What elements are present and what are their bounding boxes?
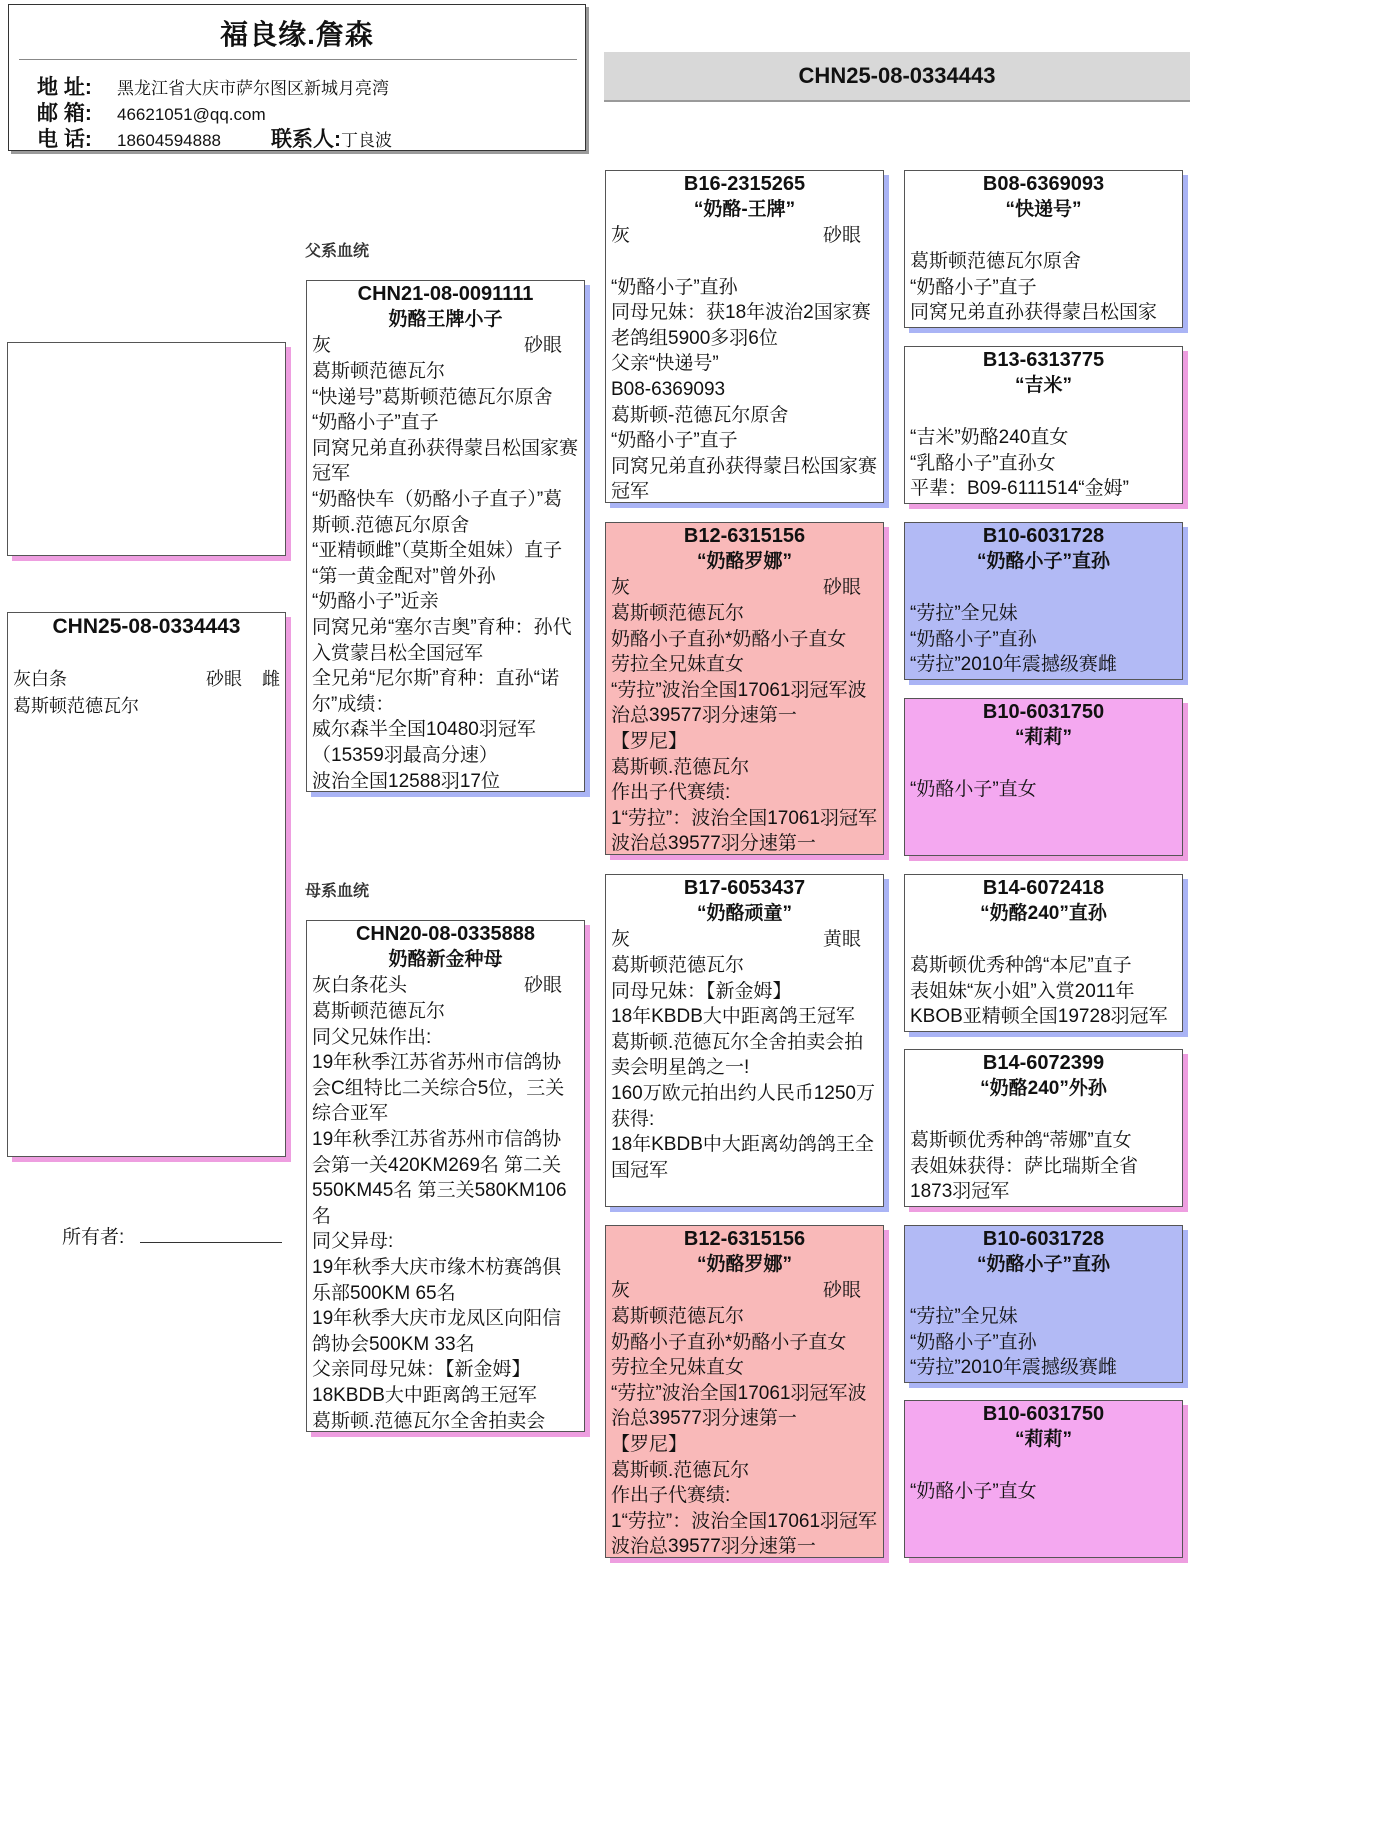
- note-line: 葛斯顿范德瓦尔: [312, 1001, 446, 1022]
- gen3-ring: B17-6053437: [683, 877, 806, 899]
- dam-eye: 砂眼: [523, 975, 562, 996]
- phone-row: [37, 123, 392, 151]
- gen4-name: “莉莉”: [1014, 727, 1072, 748]
- gen4-ring: B10-6031750: [982, 1403, 1105, 1425]
- subject-ring: CHN25-08-0334443: [52, 615, 241, 638]
- sire-name: 奶酪王牌小子: [388, 309, 503, 330]
- gen3-ring: B12-6315156: [683, 525, 806, 547]
- note-line: 同母兄妹：获18年波治2国家赛老鸽组5900多羽6位: [611, 302, 871, 349]
- note-line: 葛斯顿.范德瓦尔: [611, 1459, 750, 1481]
- gen3-color: 灰: [611, 225, 631, 246]
- sire-color: 灰: [312, 335, 332, 356]
- note-line: “奶酪小子”直孙: [910, 628, 1037, 650]
- owner-signature-label: 所有者:: [62, 1227, 125, 1248]
- note-line: 获得:: [611, 1108, 655, 1130]
- gen3-name: “奶酪罗娜”: [696, 551, 792, 572]
- note-line: “奶酪小子”近亲: [312, 591, 439, 613]
- grandsire-maternal-card: [605, 874, 884, 1207]
- gen4-ring: B14-6072399: [982, 1052, 1105, 1074]
- note-line: 160万欧元拍出约人民币1250万: [611, 1082, 875, 1104]
- divider: [19, 59, 577, 60]
- ancestor-card: [904, 170, 1183, 328]
- note-line: 葛斯顿优秀种鸽“本尼”直子: [910, 955, 1132, 976]
- gen4-name: “莉莉”: [1014, 1429, 1072, 1450]
- gen4-ring: B10-6031728: [982, 525, 1105, 547]
- note-line: 葛斯顿.范德瓦尔全舍拍卖会: [312, 1410, 546, 1432]
- address-value: 黑龙江省大庆市萨尔图区新城月亮湾: [117, 79, 389, 98]
- ancestor-card: [904, 1049, 1183, 1207]
- gen4-name: “快递号”: [1005, 199, 1082, 220]
- note-line: “第一黄金配对”曾外孙: [312, 565, 496, 587]
- note-line: 同窝兄弟“塞尔吉奥”育种：孙代入赏蒙吕松全国冠军: [312, 616, 572, 664]
- note-line: [611, 249, 878, 275]
- gen3-eye: 砂眼: [822, 1280, 861, 1301]
- gen4-name: “奶酪小子”直孙: [976, 551, 1110, 572]
- note-line: 同窝兄弟直孙获得蒙吕松国家赛冠军: [312, 437, 579, 485]
- note-line: “快递号”葛斯顿范德瓦尔原舍: [312, 386, 553, 408]
- header-ring-number: CHN25-08-0334443: [604, 52, 1190, 100]
- contact-value: 丁良波: [341, 131, 393, 150]
- sire-ring: CHN21-08-0091111: [357, 283, 534, 305]
- gen3-eye: 砂眼: [822, 225, 861, 246]
- note-line: 19年秋季江苏省苏州市信鸽协会第一关420KM269名 第二关550KM45名 第三关580KM106名: [312, 1128, 567, 1227]
- note-line: “劳拉”波治全国17061羽冠军波治总39577羽分速第一: [611, 679, 867, 727]
- note-line: “劳拉”全兄妹: [910, 603, 1018, 624]
- note-line: “吉米”奶酪240直女: [910, 427, 1069, 448]
- note-line: 葛斯顿.范德瓦尔: [611, 756, 750, 778]
- note-line: 同父兄妹作出:: [312, 1026, 432, 1048]
- note-line: 葛斯顿优秀种鸽“蒂娜”直女: [910, 1130, 1132, 1151]
- dam-ring: CHN20-08-0335888: [355, 923, 535, 945]
- note-line: KBOB亚精顿全国19728羽冠军: [910, 1006, 1168, 1028]
- gen3-ring: B12-6315156: [683, 1228, 806, 1250]
- note-line: 葛斯顿范德瓦尔: [312, 361, 446, 382]
- note-line: 【罗尼】: [611, 730, 688, 752]
- granddam-paternal-card: [605, 522, 884, 855]
- phone-value: 18604594888: [117, 131, 222, 150]
- note-line: 作出子代赛绩:: [611, 1485, 731, 1507]
- note-line: “奶酪小子”直女: [910, 1481, 1037, 1502]
- note-line: 葛斯顿范德瓦尔原舍: [910, 251, 1082, 272]
- subject-color: 灰白条: [13, 669, 67, 689]
- note-line: “奶酪小子”直孙: [910, 1331, 1037, 1353]
- note-line: 1“劳拉”：波治全国17061羽冠军波治总39577羽分速第一: [611, 807, 878, 855]
- subject-strain: 葛斯顿范德瓦尔: [13, 696, 139, 716]
- note-line: 1873羽冠军: [910, 1181, 1010, 1203]
- note-line: 威尔森半全国10480羽冠军（15359羽最高分速）: [312, 719, 536, 766]
- ancestor-card: [904, 522, 1183, 680]
- note-line: 1“劳拉”：波治全国17061羽冠军波治总39577羽分速第一: [611, 1510, 878, 1558]
- ancestor-card: [904, 874, 1183, 1032]
- dam-section-label: 母系血统: [305, 883, 370, 900]
- note-line: 【罗尼】: [611, 1433, 688, 1455]
- granddam-maternal-card: [605, 1225, 884, 1558]
- note-line: 表姐妹“灰小姐”入赏2011年: [910, 980, 1135, 1002]
- gen4-ring: B14-6072418: [982, 877, 1105, 899]
- note-line: 同窝兄弟直孙获得蒙吕松国家: [910, 302, 1158, 324]
- dam-color: 灰白条花头: [312, 975, 408, 996]
- photo-frame: [7, 342, 286, 556]
- gen4-ring: B10-6031728: [982, 1228, 1105, 1250]
- phone-label: 电 话:: [37, 128, 92, 151]
- gen3-eye: 砂眼: [822, 577, 861, 598]
- note-line: 19年秋季江苏省苏州市信鸽协会C组特比二关综合5位，三关综合亚军: [312, 1052, 565, 1125]
- note-line: 18KBDB大中距离鸽王冠军: [312, 1384, 537, 1406]
- note-line: 全兄弟“尼尔斯”育种：直孙“诺尔”成绩：: [312, 668, 559, 715]
- note-line: 同窝兄弟直孙获得蒙吕松国家赛冠军: [611, 455, 878, 503]
- note-line: 作出子代赛绩:: [611, 782, 731, 804]
- note-line: 18年KBDB中大距离幼鸽鸽王全国冠军: [611, 1134, 874, 1181]
- gen4-ring: B08-6369093: [982, 173, 1105, 195]
- note-line: “奶酪小子”直孙: [611, 276, 738, 298]
- gen4-name: “吉米”: [1014, 375, 1072, 396]
- note-line: “奶酪小子”直子: [910, 276, 1037, 298]
- subject-sex: 雌: [262, 669, 280, 689]
- note-line: B08-6369093: [611, 378, 726, 400]
- note-line: 奶酪小子直孙*奶酪小子直女: [611, 628, 847, 650]
- note-line: “劳拉”波治全国17061羽冠军波治总39577羽分速第一: [611, 1382, 867, 1430]
- gen3-color: 灰: [611, 577, 631, 598]
- gen4-name: “奶酪240”外孙: [980, 1078, 1107, 1099]
- note-line: 波治全国12588羽17位: [312, 770, 500, 792]
- note-line: 18年KBDB大中距离鸽王冠军: [611, 1006, 855, 1028]
- grandsire-paternal-card: [605, 170, 884, 503]
- note-line: 同母兄妹：【新金姆】: [611, 980, 792, 1002]
- dam-card: [306, 920, 585, 1432]
- gen3-eye: 黄眼: [822, 929, 861, 950]
- note-line: “奶酪小子”直女: [910, 779, 1037, 800]
- gen4-ring: B13-6313775: [982, 349, 1105, 371]
- note-line: “乳酪小子”直孙女: [910, 452, 1056, 474]
- owner-info-box: [8, 4, 586, 151]
- loft-name: 福良缘.詹森: [220, 19, 374, 50]
- note-line: 劳拉全兄妹直女: [611, 654, 745, 676]
- note-line: 奶酪小子直孙*奶酪小子直女: [611, 1331, 847, 1353]
- sire-eye: 砂眼: [523, 335, 562, 356]
- note-line: 葛斯顿范德瓦尔: [611, 603, 745, 624]
- note-line: 葛斯顿范德瓦尔: [611, 1306, 745, 1327]
- dam-name: 奶酪新金种母: [388, 949, 503, 970]
- ancestor-card: [904, 698, 1183, 856]
- address-label: 地 址:: [37, 76, 92, 99]
- gen3-color: 灰: [611, 1280, 631, 1301]
- note-line: “劳拉”2010年震撼级赛雌: [910, 654, 1117, 676]
- note-line: 平辈：B09-6111514“金姆”: [910, 478, 1129, 500]
- note-line: 父亲同母兄妹：【新金姆】: [312, 1359, 531, 1381]
- sire-card: [306, 280, 585, 792]
- contact-label: 联系人:: [271, 128, 342, 151]
- note-line: “奶酪快车（奶酪小子直子）”葛斯顿.范德瓦尔原舍: [312, 488, 563, 536]
- note-line: 父亲“快递号”: [611, 353, 719, 375]
- note-line: 19年秋季大庆市龙凤区向阳信鸽协会500KM 33名: [312, 1308, 562, 1355]
- note-line: 葛斯顿范德瓦尔: [611, 955, 745, 976]
- note-line: “亚精顿雌”（莫斯全姐妹）直子: [312, 540, 563, 562]
- note-line: 葛斯顿.范德瓦尔全舍拍卖会拍卖会明星鸽之一!: [611, 1031, 864, 1079]
- note-line: “奶酪小子”直子: [611, 430, 738, 452]
- gen3-name: “奶酪顽童”: [696, 903, 792, 924]
- note-line: “奶酪小子”直子: [312, 412, 439, 434]
- gen3-name: “奶酪-王牌”: [693, 199, 796, 220]
- subject-eye: 砂眼: [206, 669, 242, 689]
- gen3-color: 灰: [611, 929, 631, 950]
- note-line: 表姐妹获得：萨比瑞斯全省: [910, 1155, 1139, 1177]
- gen3-name: “奶酪罗娜”: [696, 1254, 792, 1275]
- owner-signature-line: [140, 1242, 282, 1243]
- note-line: 19年秋季大庆市缘木枋赛鸽俱乐部500KM 65名: [312, 1256, 562, 1304]
- sire-section-label: 父系血统: [305, 243, 370, 260]
- ancestor-card: [904, 1400, 1183, 1558]
- email-value: 46621051@qq.com: [117, 105, 266, 124]
- gen4-name: “奶酪240”直孙: [980, 903, 1107, 924]
- ancestor-card: [904, 346, 1183, 504]
- subject-pigeon-card: [7, 612, 286, 1157]
- ancestor-card: [904, 1225, 1183, 1383]
- note-line: 同父异母:: [312, 1231, 394, 1253]
- gen4-ring: B10-6031750: [982, 701, 1105, 723]
- note-line: “劳拉”全兄妹: [910, 1306, 1018, 1327]
- note-line: 葛斯顿-范德瓦尔原舍: [611, 404, 789, 426]
- note-line: 劳拉全兄妹直女: [611, 1357, 745, 1379]
- email-label: 邮 箱:: [37, 102, 92, 125]
- note-line: “劳拉”2010年震撼级赛雌: [910, 1357, 1117, 1379]
- gen4-name: “奶酪小子”直孙: [976, 1254, 1110, 1275]
- gen3-ring: B16-2315265: [683, 173, 806, 195]
